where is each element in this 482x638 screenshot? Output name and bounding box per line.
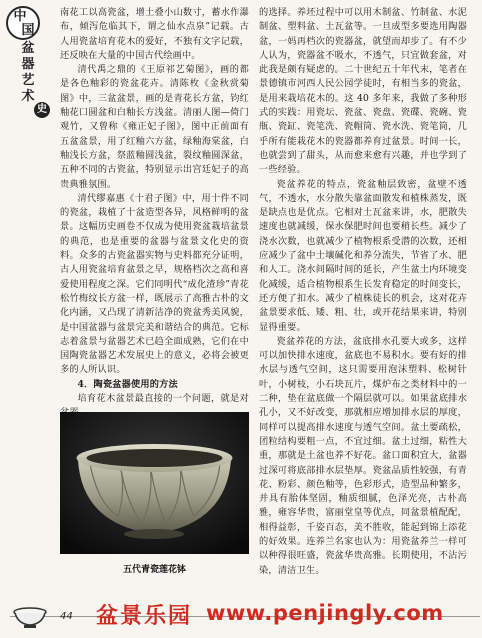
lotus-bowl-photo [60,412,249,554]
photo-caption: 五代青瓷莲花钵 [122,565,186,575]
watermark-site-name: 盆景乐园 [96,604,193,629]
paragraph: 南花工以高瓷盆，增土叠小山数寸，蓄水作瀑布，倾泻危临其下，谓之仙水点泉”记载。古人用瓷盆培育花木的爱好，不独有文字记载，还反映在大量的中国古代绘画中。 [60,7,249,61]
paragraph: 瓷盆养花的方法，盆底排水孔要大或多，这样可以加快排水速度，盆底也不易积水。要有好的排水层与透气空间，这只需要用泡沫塑料、松树针叶，小树枝，小石块瓦片，煤炉布之类材料中的一二种，垫在盆底做一个隔层就可以。如果盆底排水孔小，又不好改变，那就相应增加排水层的厚度，同样可以提高排水速度与透气空间。盆土要疏松，团粒结构要粗一点，不宜过细。盆土过细，粘性大重，那就是土盆也养不好花。盆口面积宜大，盆器过深可将底部排水层垫厚。瓷盆品质性较强，有青花、粉彩、颜色釉等，色彩形式，造型品种繁多，并具有胎体坚固，釉质细腻，色泽光亮，古朴高雅，雍容华贵，富丽堂皇等优点，同盆景植配配，相得益彰，千姿百态，美不胜收，能起到锦上添花的好效果。连养兰名家也认为：用瓷盆养兰一样可以种得很旺盛，瓷盆华贵高雅。长期使用，不沾污染，清洁卫生。 [259,335,467,576]
lotus-bowl-illustration [60,412,249,554]
header-char: 盆 [21,41,35,56]
paragraph: 清代禹之鼎的《王原祁艺菊图》，画的都是各色釉彩的瓷盆花卉。清陈枚《金秋赏菊图》中，三盆盆景，画的是青花长方盆，钧红釉花口圆盆和白釉长方浅盆。清丽人图—倚门观竹，又曾称《雍正妃子图》，图中正前面有五盆盆景，用了红釉六方盆，绿釉海棠盆，白釉浅长方盆，祭蓝釉圆浅盆，裂纹釉圆深盆，五种不同的古瓷盆，特别显示出宫廷妃子的高贵典雅氛围。 [60,64,249,190]
section-header-ornament [6,6,50,118]
header-char: 艺 [21,73,35,88]
header-char: 国 [21,23,35,38]
header-char: 中 [13,9,27,24]
paragraph: 的选择。养坯过程中可以用木制盆、竹制盆、水泥制盆、塑料盆、土瓦盆等。一旦成型多要选用陶器盆，一妈再档次的瓷器盆，就望而却步了。有不少人认为，瓷器盆不吸水，不透气，只宜做套盆，对此我是颇有疑虑的。二十世纪五十年代末，笔者在景德镇市河西人民公园学徒时，有相当多的瓷盆，是用来栽培花木的。这 40 多年来，我做了多种形式的实践：用瓷坛、瓷盆、瓷盘、瓷碟、瓷碗、瓷瓶、瓷缸、瓷笔洗、瓷帽筒、瓷水洗、瓷笔筒，几乎所有能栽花木的瓷器都养育过盆景。时间一长，也就尝到了甜头，从而愈来愈有兴趣，并也学到了一些经验。 [259,7,467,176]
left-text-column [60,6,249,421]
watermark-url[interactable]: www.penjingly.com [206,601,444,625]
right-text-column [259,6,467,578]
bowl-footer-icon [10,604,50,630]
header-seal-icon: 史 [34,102,50,118]
paragraph: 清代缪嘉惠《十君子图》中，用十件不同的瓷盆，栽植了十盆造型各异，风格鲜明的盆景。这幅历史画卷不仅成为使用瓷盆栽培盆景的典范，也是重要的盆器与盆景文化史的资料。众多的古瓷盆器实物与史料都充分证明，古人用瓷盆培育盆景之早，规格档次之高和喜爱使用程度之深。它们同明代“成化渣珍”青花松竹梅纹长方盆一样，既展示了高雅古朴的文化内涵，又凸现了清新洁净的瓷盆秀美风貌，是中国盆器与盆景完美和谐结合的典范。它标志着盆景与盆器艺术已趋全面成熟，它们在中国陶瓷盆器艺术发展史上的意义，必将会被更多的人所认识。 [60,192,249,376]
paragraph: 瓷盆养花的特点，瓷盆釉层致密，盆壁不透气，不透水，水分散失靠盆面散发和植株蒸发，既是缺点也是优点。它相对土瓦盆来讲，水，肥散失速度也就减缓，保水保肥时间也要稍长些。减少了浇水次数，也就减少了植物根系受潜的次数，还相应减少了盆中土壤碱化和养分流失，节省了水、肥和人工。浇水间隔时间的延长，产生盆土内环境变化减缓，适合植物根系生长发育稳定的时间变长，还方便了扣水。减少了植株徒长的机会，这对花卉盆景要求低、矮、粗、壮，或开花结果来讲，特别显得重要。 [259,178,467,333]
page-number: 44 [60,611,73,622]
section-heading: 4．陶瓷盆器使用的方法 [77,378,178,390]
paragraph: 培育花木盆景最直接的一个问题，就是对 [77,393,249,405]
header-char: 术 [21,89,35,104]
header-char: 器 [21,57,35,72]
